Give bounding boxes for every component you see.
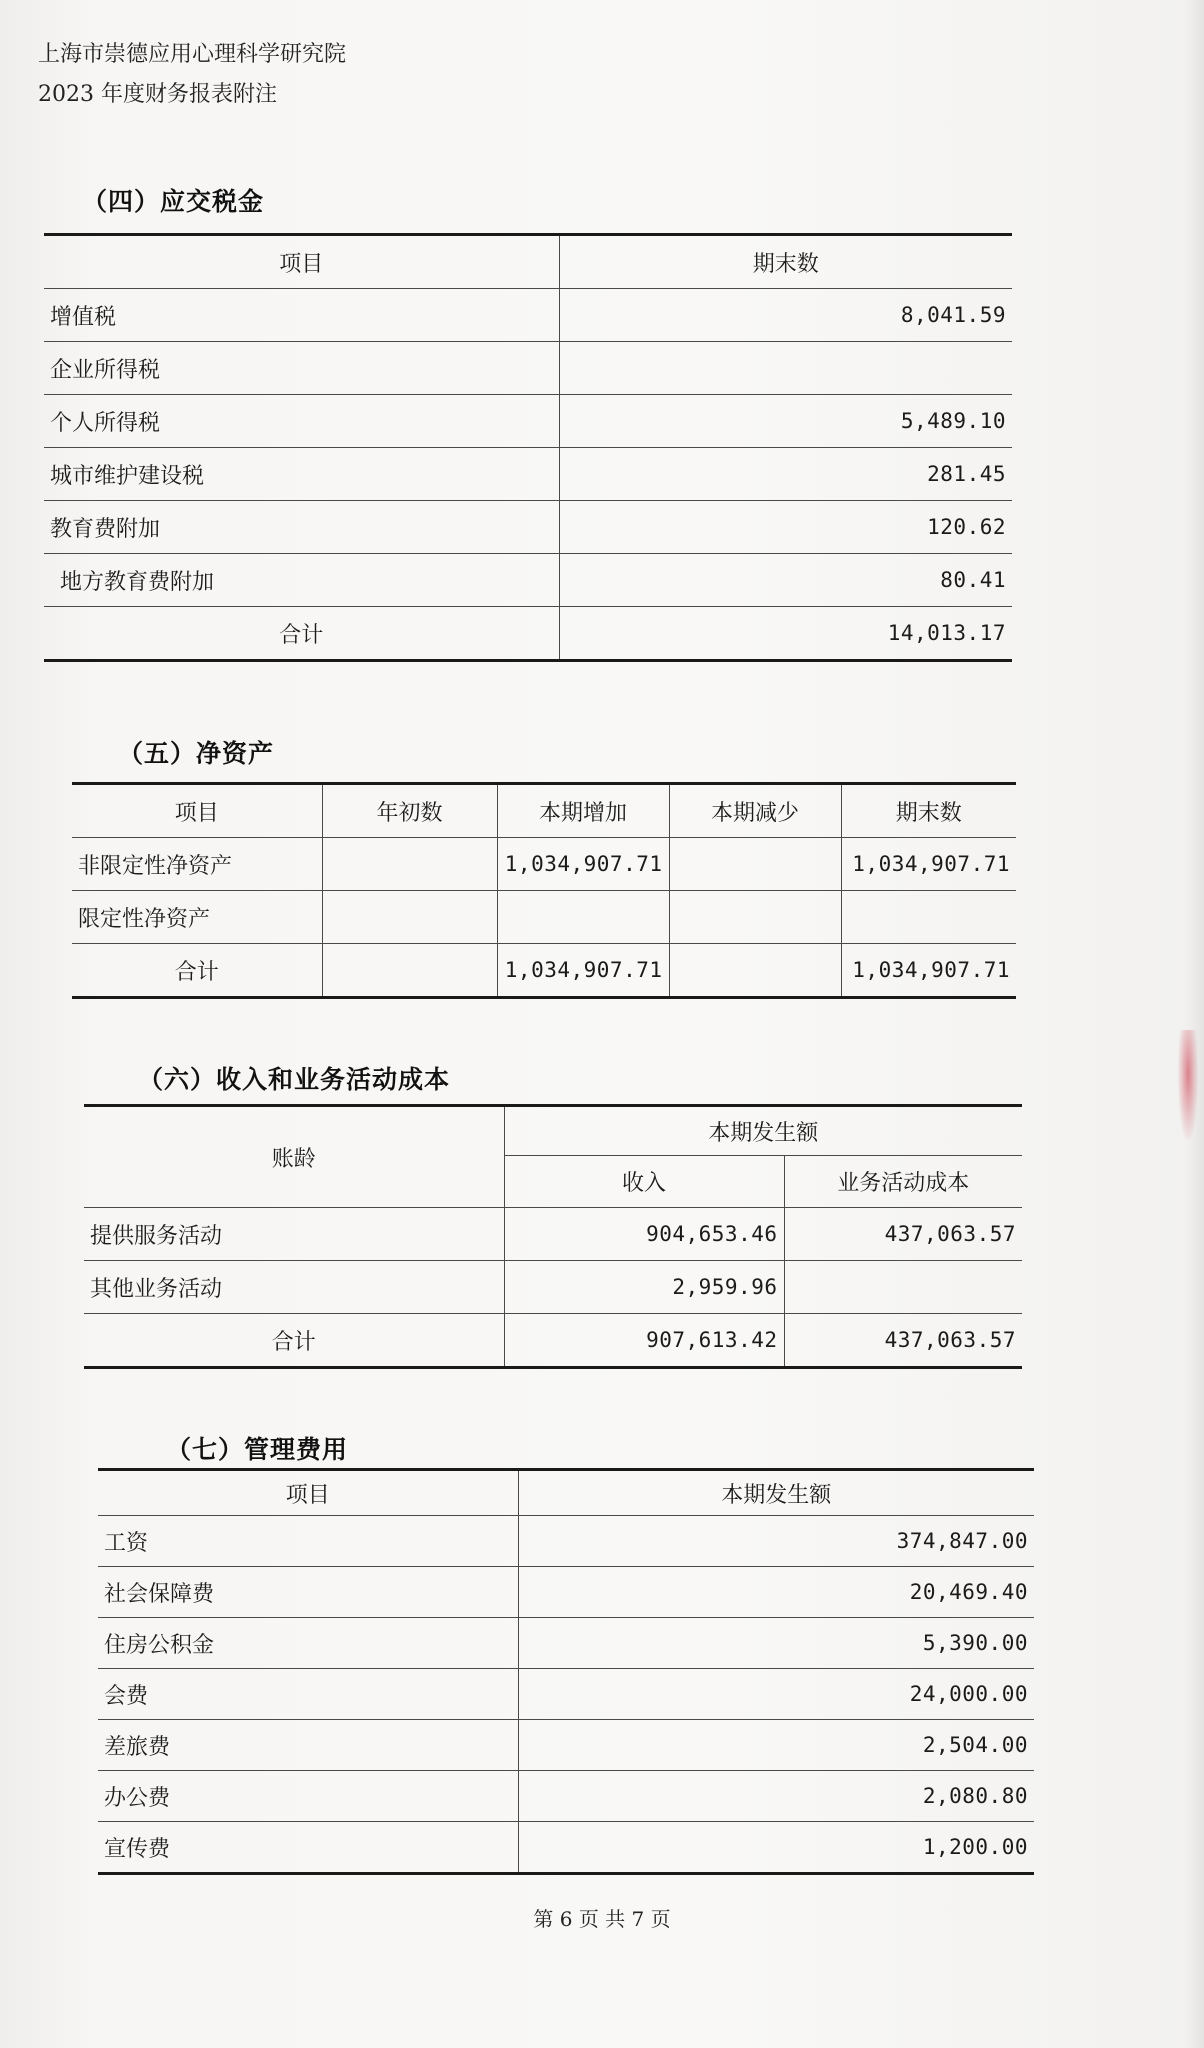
table-row <box>44 395 1012 448</box>
row-value: 24,000.00 <box>518 1669 1034 1720</box>
table-header-row <box>84 1106 1022 1156</box>
row-label: 地方教育费附加 <box>44 554 559 607</box>
col-header-age: 账龄 <box>84 1106 504 1208</box>
cell-increase <box>497 891 669 944</box>
report-subtitle: 2023 年度财务报表附注 <box>38 82 277 107</box>
row-label: 提供服务活动 <box>84 1208 504 1261</box>
col-header-increase: 本期增加 <box>497 784 669 838</box>
table-header-row <box>72 784 1016 838</box>
row-label: 非限定性净资产 <box>72 838 322 891</box>
cell-decrease <box>669 944 841 998</box>
row-value: 80.41 <box>559 554 1012 607</box>
cell-cost: 437,063.57 <box>784 1208 1022 1261</box>
admin-expenses-table <box>98 1468 1034 1875</box>
total-label: 合计 <box>72 944 322 998</box>
cell-decrease <box>669 891 841 944</box>
row-value: 281.45 <box>559 448 1012 501</box>
row-value: 120.62 <box>559 501 1012 554</box>
cell-end <box>841 891 1016 944</box>
row-label: 工资 <box>98 1516 518 1567</box>
revenue-table <box>84 1104 1022 1369</box>
table-row <box>98 1669 1034 1720</box>
col-header-period: 本期发生额 <box>504 1106 1022 1156</box>
row-value: 5,489.10 <box>559 395 1012 448</box>
total-label: 合计 <box>44 607 559 661</box>
table-total-row <box>72 944 1016 998</box>
table-row <box>98 1822 1034 1874</box>
col-header-cost: 业务活动成本 <box>784 1156 1022 1208</box>
row-value: 2,080.80 <box>518 1771 1034 1822</box>
row-value: 2,504.00 <box>518 1720 1034 1771</box>
row-value: 1,200.00 <box>518 1822 1034 1874</box>
cell-increase: 1,034,907.71 <box>497 944 669 998</box>
table-row <box>98 1618 1034 1669</box>
table-row <box>84 1208 1022 1261</box>
org-name: 上海市崇德应用心理科学研究院 <box>38 42 347 67</box>
section-title-revenue: （六）收入和业务活动成本 <box>138 1065 451 1094</box>
table-total-row <box>84 1314 1022 1368</box>
table-row <box>44 448 1012 501</box>
col-header-decrease: 本期减少 <box>669 784 841 838</box>
cell-cost: 437,063.57 <box>784 1314 1022 1368</box>
net-assets-table <box>72 782 1016 999</box>
table-row <box>44 501 1012 554</box>
cell-begin <box>322 838 497 891</box>
col-header-item: 项目 <box>72 784 322 838</box>
row-label: 社会保障费 <box>98 1567 518 1618</box>
row-label: 差旅费 <box>98 1720 518 1771</box>
section-title-admin-expenses: （七）管理费用 <box>166 1435 349 1464</box>
row-label: 个人所得税 <box>44 395 559 448</box>
page-number: 第 6 页 共 7 页 <box>533 1907 671 1931</box>
row-label: 城市维护建设税 <box>44 448 559 501</box>
cell-decrease <box>669 838 841 891</box>
table-row <box>98 1516 1034 1567</box>
col-header-income: 收入 <box>504 1156 784 1208</box>
col-header-item: 项目 <box>44 235 559 289</box>
cell-begin <box>322 944 497 998</box>
total-value: 14,013.17 <box>559 607 1012 661</box>
row-label: 企业所得税 <box>44 342 559 395</box>
col-header-end: 期末数 <box>559 235 1012 289</box>
cell-income: 904,653.46 <box>504 1208 784 1261</box>
row-value: 374,847.00 <box>518 1516 1034 1567</box>
cell-increase: 1,034,907.71 <box>497 838 669 891</box>
row-label: 住房公积金 <box>98 1618 518 1669</box>
col-header-begin: 年初数 <box>322 784 497 838</box>
taxes-table <box>44 233 1012 662</box>
row-value <box>559 342 1012 395</box>
table-row <box>98 1771 1034 1822</box>
table-row <box>72 891 1016 944</box>
table-header-row <box>44 235 1012 289</box>
row-value: 20,469.40 <box>518 1567 1034 1618</box>
row-label: 宣传费 <box>98 1822 518 1874</box>
table-header-row <box>98 1470 1034 1516</box>
row-label: 其他业务活动 <box>84 1261 504 1314</box>
table-row <box>98 1567 1034 1618</box>
page-edge-shadow <box>1186 0 1204 2048</box>
col-header-end: 期末数 <box>841 784 1016 838</box>
row-value: 5,390.00 <box>518 1618 1034 1669</box>
table-row <box>44 289 1012 342</box>
cell-income: 907,613.42 <box>504 1314 784 1368</box>
total-label: 合计 <box>84 1314 504 1368</box>
section-title-net-assets: （五）净资产 <box>118 739 275 768</box>
table-total-row <box>44 607 1012 661</box>
cell-cost <box>784 1261 1022 1314</box>
col-header-item: 项目 <box>98 1470 518 1516</box>
cell-end: 1,034,907.71 <box>841 838 1016 891</box>
row-label: 会费 <box>98 1669 518 1720</box>
cell-income: 2,959.96 <box>504 1261 784 1314</box>
col-header-period: 本期发生额 <box>518 1470 1034 1516</box>
table-row <box>98 1720 1034 1771</box>
row-label: 增值税 <box>44 289 559 342</box>
row-value: 8,041.59 <box>559 289 1012 342</box>
red-seal-fragment <box>1178 1030 1198 1140</box>
table-row <box>44 554 1012 607</box>
table-row <box>84 1261 1022 1314</box>
table-row <box>72 838 1016 891</box>
cell-end: 1,034,907.71 <box>841 944 1016 998</box>
row-label: 办公费 <box>98 1771 518 1822</box>
section-title-taxes: （四）应交税金 <box>82 187 265 216</box>
table-row <box>44 342 1012 395</box>
cell-begin <box>322 891 497 944</box>
row-label: 教育费附加 <box>44 501 559 554</box>
row-label: 限定性净资产 <box>72 891 322 944</box>
